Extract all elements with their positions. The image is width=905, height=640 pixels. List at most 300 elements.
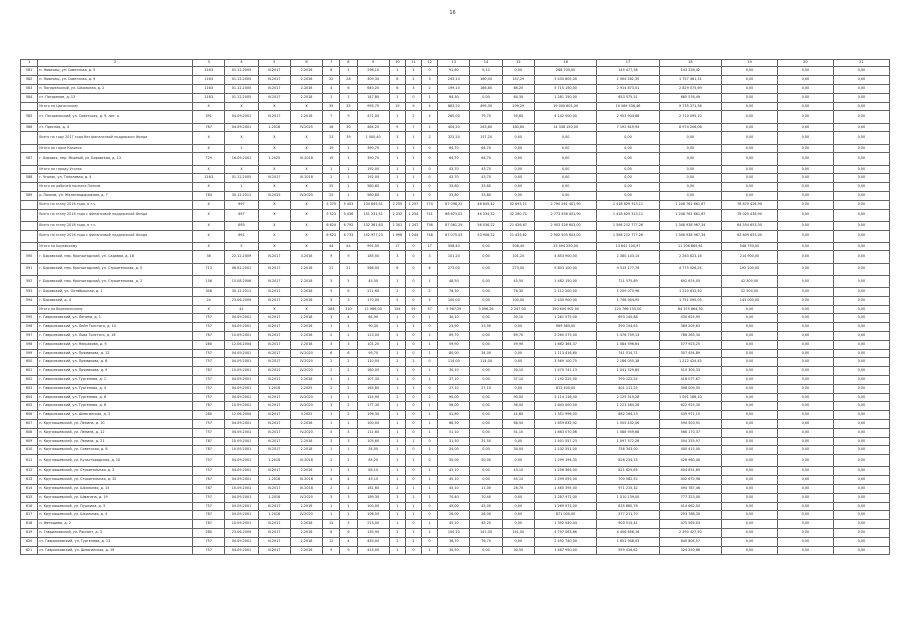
value-cell: 0,00: [722, 528, 778, 537]
value-cell: 63 609 653,00: [722, 230, 778, 242]
value-cell: X: [193, 144, 225, 153]
row-number-cell: 596: [21, 323, 38, 332]
value-cell: 310: [340, 305, 357, 314]
address-cell: ст. Погорельский, ул. Советская, д. 9, лит. а: [38, 111, 193, 123]
value-cell: 0,00: [722, 437, 778, 446]
value-cell: IV.2017: [258, 67, 290, 76]
row-number-cell: [21, 200, 38, 209]
value-cell: IV.2017: [258, 275, 290, 287]
value-cell: 1: [389, 437, 405, 446]
table-row: [21, 275, 890, 287]
value-cell: 691: [225, 230, 258, 242]
value-cell: 4 775 026,24: [659, 263, 721, 275]
value-cell: 0,00: [833, 484, 889, 493]
value-cell: 0,00: [833, 511, 889, 520]
value-cell: 45,10: [438, 520, 470, 529]
value-cell: 415,00: [357, 546, 389, 555]
address-cell: г. Боровский, ул. Октябрьская, д. 1: [38, 288, 193, 297]
column-number-cell: 1: [21, 60, 38, 67]
value-cell: 0,00: [777, 275, 833, 287]
value-cell: 757: [193, 349, 225, 358]
value-cell: 1 055 432,06: [597, 420, 659, 429]
value-cell: 30,50: [502, 546, 534, 555]
address-cell: п. Круглашевский, ул. Школьная, д. 4: [38, 511, 193, 520]
value-cell: 0,00: [833, 183, 889, 192]
value-cell: 1: [405, 384, 421, 393]
value-cell: 1 348 938 967,34: [659, 230, 721, 242]
value-cell: 1: [225, 144, 258, 153]
row-number-cell: 618: [21, 520, 38, 529]
value-cell: 0: [405, 376, 421, 385]
value-cell: 2 301: [389, 221, 405, 230]
value-cell: 0,00: [777, 251, 833, 263]
table-row: [21, 314, 890, 323]
value-cell: 0,00: [833, 349, 889, 358]
value-cell: 69,70: [438, 332, 470, 341]
value-cell: IV.2020: [290, 493, 322, 502]
value-cell: 471,00: [357, 111, 389, 123]
table-row: [21, 358, 890, 367]
value-cell: 26,00: [438, 511, 470, 520]
address-cell: ст. Пресная, д. 4: [38, 123, 193, 132]
value-cell: 0: [405, 467, 421, 476]
value-cell: 2 125 319,28: [597, 393, 659, 402]
value-cell: 186,80: [470, 84, 502, 93]
value-cell: 0,00: [833, 493, 889, 502]
value-cell: 0: [405, 349, 421, 358]
value-cell: 0,00: [470, 251, 502, 263]
value-cell: 185,50: [357, 251, 389, 263]
table-header-row: [21, 60, 890, 67]
value-cell: 2.2018: [290, 323, 322, 332]
value-cell: 1 000,40: [357, 132, 389, 144]
row-number-cell: 591: [21, 263, 38, 275]
table-row: [21, 411, 890, 420]
value-cell: 70,40: [438, 493, 470, 502]
value-cell: 0: [405, 314, 421, 323]
address-cell: п. Гаврилковский, ул. Рассвет, д. 3: [38, 528, 193, 537]
value-cell: 0,00: [777, 242, 833, 251]
value-cell: 23.06.2009: [225, 528, 258, 537]
value-cell: 64,70: [438, 153, 470, 165]
value-cell: 663,20: [438, 102, 470, 111]
value-cell: 713: [193, 263, 225, 275]
value-cell: 64,70: [470, 144, 502, 153]
value-cell: 0,00: [502, 384, 534, 393]
value-cell: 2 902 505 603,00: [534, 230, 596, 242]
value-cell: 0,00: [722, 358, 778, 367]
value-cell: 1: [389, 67, 405, 76]
value-cell: 0,00: [833, 376, 889, 385]
table-total-row: [21, 183, 890, 192]
row-number-cell: [21, 209, 38, 221]
value-cell: 51,10: [502, 428, 534, 437]
value-cell: 0,00: [777, 84, 833, 93]
value-cell: 787: [193, 123, 225, 132]
value-cell: 0,00: [597, 174, 659, 183]
value-cell: 757: [193, 314, 225, 323]
value-cell: X: [193, 183, 225, 192]
value-cell: 199,10: [438, 84, 470, 93]
value-cell: 0,00: [659, 153, 721, 165]
value-cell: 0: [405, 402, 421, 411]
value-cell: 3: [389, 132, 405, 144]
value-cell: 113,00: [357, 332, 389, 341]
value-cell: 0,00: [722, 376, 778, 385]
value-cell: 0,00: [722, 420, 778, 429]
value-cell: 1 659 832,92: [534, 420, 596, 429]
value-cell: 0,00: [722, 428, 778, 437]
value-cell: 64,70: [438, 144, 470, 153]
value-cell: 0: [422, 455, 438, 467]
value-cell: 48,50: [438, 275, 470, 287]
value-cell: 68,50: [438, 420, 470, 429]
value-cell: 0,00: [722, 132, 778, 144]
value-cell: X: [225, 102, 258, 111]
value-cell: 41,80: [438, 411, 470, 420]
value-cell: 298,10: [357, 67, 389, 76]
value-cell: 390,70: [357, 144, 389, 153]
value-cell: 16: [323, 123, 340, 132]
value-cell: 1: [422, 340, 438, 349]
value-cell: IV.2017: [258, 420, 290, 429]
value-cell: 41,80: [502, 411, 534, 420]
value-cell: 87 075,03: [438, 230, 470, 242]
value-cell: 2.2018: [290, 314, 322, 323]
value-cell: 748: [422, 230, 438, 242]
value-cell: 2.2018: [290, 67, 322, 76]
value-cell: 2: [422, 288, 438, 297]
value-cell: 2.2018: [290, 502, 322, 511]
value-cell: 37,10: [438, 376, 470, 385]
table-row: [21, 251, 890, 263]
value-cell: 1: [389, 367, 405, 376]
value-cell: 0,00: [777, 428, 833, 437]
value-cell: 04.09.2001: [225, 467, 258, 476]
value-cell: 0,00: [777, 314, 833, 323]
row-number-cell: 592: [21, 275, 38, 287]
value-cell: 0,00: [777, 165, 833, 174]
value-cell: 0,00: [833, 123, 889, 132]
value-cell: X: [193, 102, 225, 111]
value-cell: 2 914 873,51: [597, 84, 659, 93]
row-number-cell: 601: [21, 367, 38, 376]
value-cell: 30,10: [502, 367, 534, 376]
value-cell: 787: [193, 520, 225, 529]
value-cell: 0,00: [597, 153, 659, 165]
value-cell: 1: [389, 384, 405, 393]
value-cell: 0,00: [722, 67, 778, 76]
row-number-cell: 583: [21, 84, 38, 93]
value-cell: 192,00: [357, 174, 389, 183]
value-cell: 0,00: [777, 93, 833, 102]
value-cell: III.2018: [290, 484, 322, 493]
value-cell: 6 974 206,06: [659, 123, 721, 132]
value-cell: 0,00: [534, 165, 596, 174]
value-cell: 9: [323, 251, 340, 263]
value-cell: 143 228,42: [659, 67, 721, 76]
value-cell: 757: [193, 420, 225, 429]
value-cell: IV.2020: [290, 393, 322, 402]
value-cell: 2 430 900,00: [534, 296, 596, 305]
row-number-cell: [21, 132, 38, 144]
value-cell: 42 300,00: [722, 275, 778, 287]
table-row: [21, 376, 890, 385]
value-cell: 8: [323, 67, 340, 76]
value-cell: 0,00: [722, 174, 778, 183]
value-cell: 11 206 869,61: [659, 242, 721, 251]
value-cell: 757: [193, 384, 225, 393]
value-cell: 9: [340, 111, 357, 123]
value-cell: 6: [340, 288, 357, 297]
value-cell: 0,00: [777, 367, 833, 376]
address-cell: г. Боровский, пер. Кронштадский, ул. Строительная, д. 2: [38, 275, 193, 287]
row-number-cell: 621: [21, 546, 38, 555]
value-cell: 0,00: [597, 144, 659, 153]
value-cell: 0,00: [722, 467, 778, 476]
value-cell: 2: [340, 332, 357, 341]
row-number-cell: [21, 221, 38, 230]
row-number-cell: [21, 144, 38, 153]
value-cell: 1 261 575,00: [534, 314, 596, 323]
value-cell: 01.12.2005: [225, 93, 258, 102]
value-cell: 835 880,76: [597, 502, 659, 511]
value-cell: 2 953 904,68: [597, 111, 659, 123]
value-cell: 0,00: [502, 323, 534, 332]
value-cell: 0,00: [777, 209, 833, 221]
value-cell: 1: [340, 511, 357, 520]
value-cell: 57: [422, 305, 438, 314]
value-cell: 0,00: [722, 476, 778, 485]
value-cell: 1: [389, 511, 405, 520]
row-number-cell: 614: [21, 484, 38, 493]
value-cell: 180,00: [357, 367, 389, 376]
value-cell: 697: [225, 200, 258, 209]
value-cell: 389 205,63: [659, 323, 721, 332]
table-row: [21, 446, 890, 455]
value-cell: X: [258, 230, 290, 242]
value-cell: 3 114 116,40: [534, 393, 596, 402]
table-row: [21, 393, 890, 402]
value-cell: 2.2018: [290, 546, 322, 555]
value-cell: 6: [323, 528, 340, 537]
value-cell: 0,00: [777, 384, 833, 393]
table-row: [21, 174, 890, 183]
value-cell: 2 829 075,69: [659, 84, 721, 93]
value-cell: 1 401 557,23: [534, 437, 596, 446]
value-cell: IV.2017: [258, 367, 290, 376]
address-cell: г. Гаврилковский, ул. Льва Толстого, д. 16: [38, 332, 193, 341]
value-cell: IV.2017: [258, 349, 290, 358]
value-cell: 787: [193, 446, 225, 455]
value-cell: 0,00: [777, 230, 833, 242]
value-cell: 0,00: [722, 323, 778, 332]
value-cell: 0: [422, 511, 438, 520]
value-cell: 25: [323, 183, 340, 192]
value-cell: IV.2017: [258, 411, 290, 420]
value-cell: 0,00: [777, 288, 833, 297]
value-cell: 494 787,46: [659, 484, 721, 493]
value-cell: 0: [405, 340, 421, 349]
value-cell: 1: [389, 340, 405, 349]
value-cell: 0,00: [833, 323, 889, 332]
value-cell: IV.2017: [258, 314, 290, 323]
value-cell: 0,00: [777, 111, 833, 123]
value-cell: 0,00: [659, 132, 721, 144]
value-cell: 64,30: [438, 93, 470, 102]
value-cell: 70,40: [470, 493, 502, 502]
value-cell: 693: [225, 221, 258, 230]
address-cell: г. Боровский, пер. Кронштадский, ул. Садовая, д. 18: [38, 251, 193, 263]
value-cell: 45,10: [438, 484, 470, 493]
address-cell: Всего по этапу 2016 года с финансовой поддержкой Фонда: [38, 230, 193, 242]
row-number-cell: 595: [21, 314, 38, 323]
value-cell: 1 845 000,00: [534, 402, 596, 411]
value-cell: 1: [422, 446, 438, 455]
table-total-row: [21, 165, 890, 174]
value-cell: 2 186 055,38: [597, 358, 659, 367]
value-cell: 464,20: [357, 123, 389, 132]
value-cell: 1 247: [405, 221, 421, 230]
value-cell: 1 348 938 967,34: [659, 221, 721, 230]
value-cell: 0,00: [777, 437, 833, 446]
value-cell: 78 870 426,90: [722, 200, 778, 209]
value-cell: 0,00: [470, 340, 502, 349]
address-cell: г. Гаврилковский, ул. Лейп Толстого, д. 14: [38, 323, 193, 332]
value-cell: 1: [389, 446, 405, 455]
value-cell: 0,00: [470, 242, 502, 251]
value-cell: 0,00: [470, 263, 502, 275]
value-cell: 2.2025: [290, 384, 322, 393]
address-cell: Итого по рабочей поселке Полков: [38, 183, 193, 192]
value-cell: 04.09.2001: [225, 358, 258, 367]
value-cell: 0,00: [833, 332, 889, 341]
value-cell: 2: [323, 358, 340, 367]
value-cell: 2 263 823,16: [659, 251, 721, 263]
value-cell: 2.2018: [290, 437, 322, 446]
value-cell: 2: [340, 402, 357, 411]
value-cell: 3: [389, 493, 405, 502]
value-cell: 64,30: [502, 93, 534, 102]
value-cell: 0,00: [722, 446, 778, 455]
value-cell: 1: [405, 183, 421, 192]
value-cell: 306: [193, 288, 225, 297]
value-cell: 0,00: [777, 102, 833, 111]
value-cell: 0: [405, 288, 421, 297]
value-cell: 293 788,30: [659, 511, 721, 520]
value-cell: 0,00: [659, 183, 721, 192]
value-cell: X: [258, 183, 290, 192]
value-cell: 2: [340, 411, 357, 420]
value-cell: 154: [389, 305, 405, 314]
value-cell: 01.12.2005: [225, 76, 258, 85]
value-cell: 106,50: [357, 511, 389, 520]
value-cell: 0,00: [722, 305, 778, 314]
value-cell: 7: [405, 123, 421, 132]
row-number-cell: 599: [21, 349, 38, 358]
value-cell: 6: [389, 263, 405, 275]
value-cell: 0,00: [777, 76, 833, 85]
value-cell: 5: [389, 296, 405, 305]
value-cell: 280: [193, 340, 225, 349]
value-cell: 435,00: [357, 537, 389, 546]
value-cell: 757: [193, 546, 225, 555]
value-cell: 1 351 996,00: [534, 411, 596, 420]
value-cell: 137,20: [470, 132, 502, 144]
value-cell: 101,20: [438, 251, 470, 263]
value-cell: 04.09.2001: [225, 376, 258, 385]
table-row: [21, 511, 890, 520]
value-cell: 0,00: [833, 411, 889, 420]
value-cell: 519 305,33: [659, 367, 721, 376]
value-cell: 25 494 250,00: [534, 242, 596, 251]
value-cell: 1: [422, 402, 438, 411]
value-cell: 0: [422, 537, 438, 546]
value-cell: 25: [323, 191, 340, 200]
value-cell: 91,60: [438, 67, 470, 76]
value-cell: 0,00: [833, 446, 889, 455]
value-cell: 0,00: [833, 546, 889, 555]
value-cell: IV.2017: [258, 323, 290, 332]
value-cell: 0: [405, 251, 421, 263]
value-cell: 0,00: [833, 144, 889, 153]
value-cell: 2: [323, 367, 340, 376]
value-cell: 0,00: [777, 537, 833, 546]
table-row: [21, 288, 890, 297]
value-cell: 0: [405, 242, 421, 251]
value-cell: 1: [340, 183, 357, 192]
value-cell: 04.09.2001: [225, 476, 258, 485]
value-cell: 43,70: [438, 174, 470, 183]
row-number-cell: 617: [21, 511, 38, 520]
address-cell: г. Гаврилковский, ул. Тургенева, д. 1: [38, 376, 193, 385]
value-cell: 1: [340, 174, 357, 183]
value-cell: 1: [389, 174, 405, 183]
value-cell: 0,00: [470, 411, 502, 420]
value-cell: 15: [323, 520, 340, 529]
value-cell: X: [193, 230, 225, 242]
value-cell: 428 960,40: [659, 455, 721, 467]
value-cell: 0,00: [502, 520, 534, 529]
value-cell: 1 113 416,60: [534, 349, 596, 358]
value-cell: 777 323,00: [659, 493, 721, 502]
value-cell: 04.09.2001: [225, 314, 258, 323]
value-cell: 1: [422, 520, 438, 529]
table-row: [21, 476, 890, 485]
value-cell: 1: [323, 420, 340, 429]
value-cell: 508,40: [438, 242, 470, 251]
value-cell: 577 211,70: [597, 511, 659, 520]
value-cell: 2.2018: [290, 84, 322, 93]
value-cell: 757: [193, 537, 225, 546]
value-cell: 0,00: [470, 367, 502, 376]
column-number-cell: 16: [534, 60, 596, 67]
value-cell: IV.2020: [290, 367, 322, 376]
value-cell: 0: [405, 263, 421, 275]
value-cell: 1163: [193, 67, 225, 76]
row-number-cell: 582: [21, 76, 38, 85]
value-cell: 4 406 656,16: [597, 528, 659, 537]
value-cell: 0,00: [722, 511, 778, 520]
value-cell: 5 453: [340, 200, 357, 209]
value-cell: 0,00: [470, 428, 502, 437]
value-cell: 1 598 212 777,26: [597, 230, 659, 242]
value-cell: 4 142 000,00: [534, 111, 596, 123]
value-cell: 787: [193, 484, 225, 493]
value-cell: 180,60: [502, 123, 534, 132]
value-cell: 2.2018: [290, 537, 322, 546]
value-cell: 1: [323, 446, 340, 455]
